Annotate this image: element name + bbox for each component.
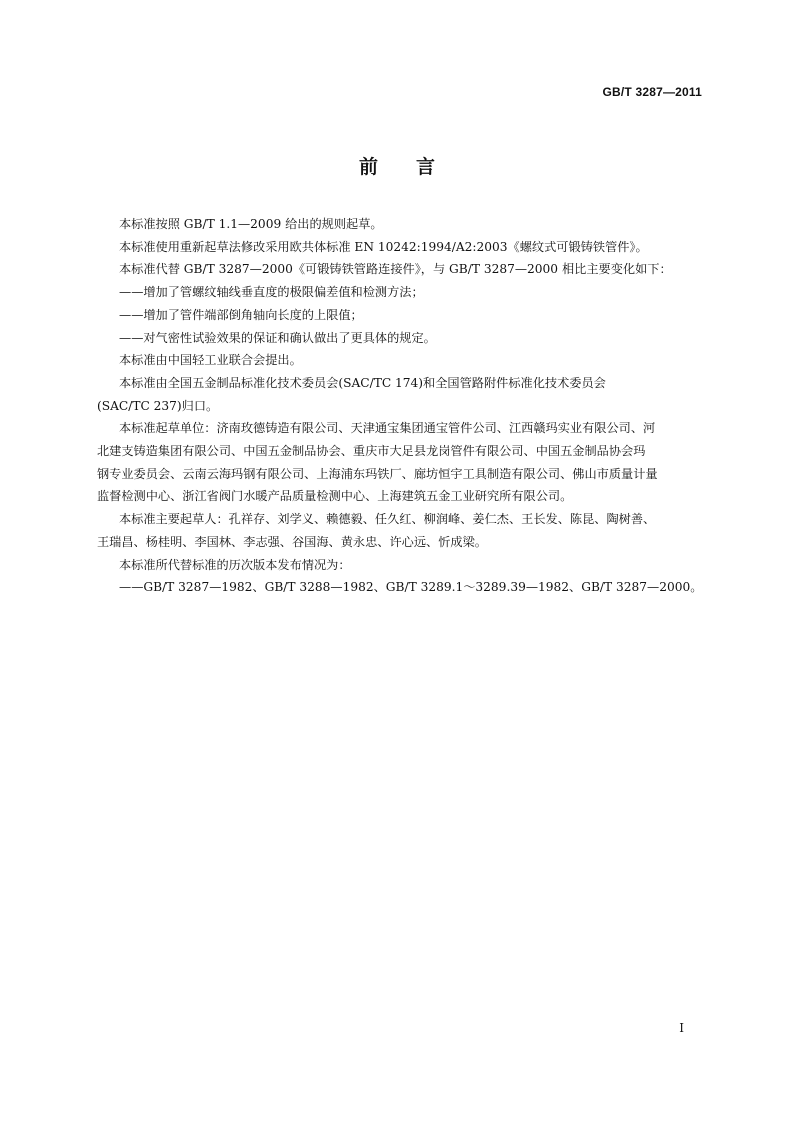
paragraph-administration: 本标准由全国五金制品标准化技术委员会(SAC/TC 174)和全国管路附件标准化技术委员会 — [119, 375, 606, 390]
paragraph-proposer: 本标准由中国轻工业联合会提出。 — [119, 353, 302, 368]
paragraph-drafting-rules: 本标准按照 GB/T 1.1—2009 给出的规则起草。 — [119, 217, 383, 231]
paragraph-administration-cont: (SAC/TC 237)归口。 — [97, 398, 219, 413]
change-item: ——对气密性试验效果的保证和确认做出了更具体的规定。 — [119, 330, 436, 345]
change-item: ——增加了管件端部倒角轴向长度的上限值； — [119, 307, 363, 322]
paragraph-drafters-cont: 王瑞昌、杨桂明、李国林、李志强、谷国海、黄永忠、许心远、忻成梁。 — [97, 534, 487, 549]
history-item: ——GB/T 3287—1982、GB/T 3288—1982、GB/T 3289.1～3289.39—1982、GB/T 3287—2000。 — [119, 580, 703, 595]
paragraph-drafting-units-cont: 钢专业委员会、云南云海玛钢有限公司、上海浦东玛铁厂、廊坊恒宇工具制造有限公司、佛山市质量计量 — [97, 466, 658, 481]
paragraph-drafting-units-cont: 监督检测中心、浙江省阀门水暖产品质量检测中心、上海建筑五金工业研究所有限公司。 — [97, 489, 573, 504]
paragraph-drafters: 本标准主要起草人：孔祥存、刘学义、赖德毅、任久红、柳润峰、姜仁杰、王长发、陈昆、陶树善、 — [119, 512, 656, 527]
paragraph-drafting-units-cont: 北建支铸造集团有限公司、中国五金制品协会、重庆市大足县龙岗管件有限公司、中国五金制品协会玛 — [97, 444, 646, 459]
paragraph-adoption: 本标准使用重新起草法修改采用欧共体标准 EN 10242:1994/A2:2003《螺纹式可锻铸铁管件》。 — [119, 239, 648, 254]
page-title: 前言 — [358, 156, 473, 178]
paragraph-drafting-units: 本标准起草单位：济南玫德铸造有限公司、天津通宝集团通宝管件公司、江西赣玛实业有限公司、河 — [119, 421, 656, 436]
foreword-body — [97, 213, 706, 599]
change-item: ——增加了管螺纹轴线垂直度的极限偏差值和检测方法； — [119, 285, 424, 300]
paragraph-replacement: 本标准代替 GB/T 3287—2000《可锻铸铁管路连接件》，与 GB/T 3287—2000 相比主要变化如下： — [119, 262, 672, 277]
standard-code: GB/T 3287—2011 — [602, 85, 702, 99]
page-number: I — [679, 1021, 684, 1035]
paragraph-history: 本标准所代替标准的历次版本发布情况为： — [119, 557, 351, 572]
